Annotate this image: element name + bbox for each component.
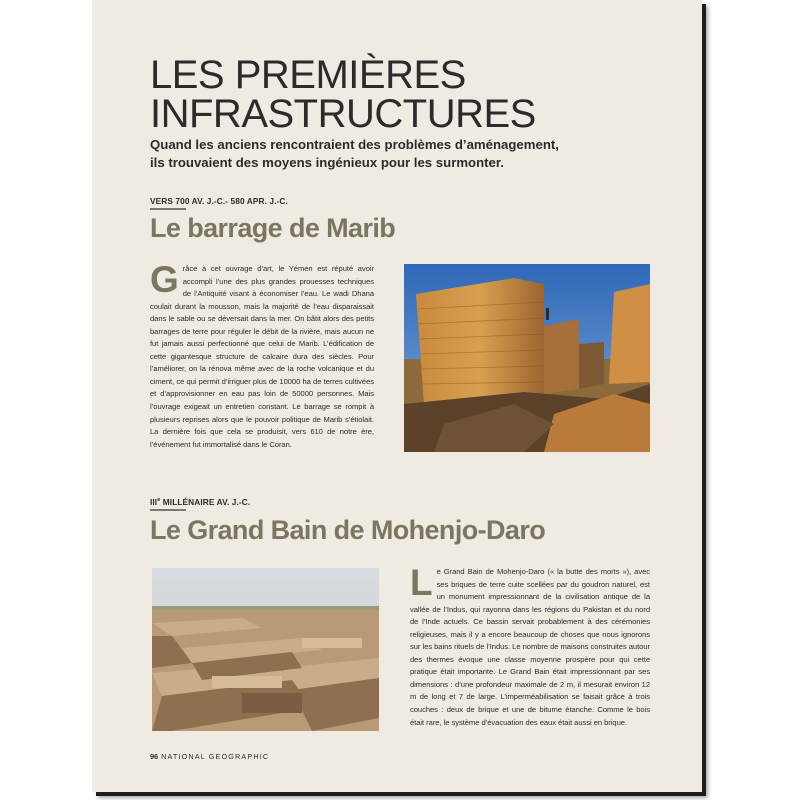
page-subtitle: Quand les anciens rencontraient des problèmes d’aménagement, ils trouvaient des moyens ingénieux pour les surmonter.: [150, 137, 559, 170]
page-title-line-1: LES PREMIÈRES: [150, 53, 466, 97]
section-2-dropcap: L: [410, 562, 433, 603]
section-1-era: VERS 700 AV. J.-C.- 580 APR. J.-C.: [150, 196, 288, 206]
marib-dam-photo: [404, 264, 650, 452]
section-2-era-rule: [150, 509, 186, 511]
section-1-dropcap: G: [150, 259, 179, 300]
section-2-era-sup: e: [157, 497, 161, 504]
page-title-line-2: INFRASTRUCTURES: [150, 92, 536, 136]
page-footer: [150, 752, 269, 761]
section-2-era: [150, 497, 250, 507]
magazine-name: NATIONAL GEOGRAPHIC: [161, 752, 270, 761]
page-number: 96: [150, 752, 159, 761]
section-1-era-rule: [150, 208, 186, 210]
section-2-body: [410, 562, 650, 729]
section-1-body-text: râce à cet ouvrage d’art, le Yémen est réputé avoir accompli l’une des plus grandes prouesses techniques de l’Antiquité visant à économiser l’eau. Le wadi Dhana coulait durant la mousson, mais la majorité de l’eau disparaissait dans le sable ou se déversait dans la mer. On bâtit alors des petits barrages de terre pour réguler le débit de la rivière, mais aucun ne fut jamais aussi perfectionné que celui de Marib. L’édification de cette gigantesque structure de calcaire dura des siècles. Pour l’améliorer, on la rénova même avec de la roche volcanique et du ciment, ce qui permit d’irriguer plus de 10000 ha de terres cultivées et d’approvisionner en eau pas loin de 50000 personnes. Mais l’ouvrage exigeait un entretien constant. Le barrage se rompit à plusieurs reprises alors que le pouvoir politique de Marib s’étiolait. La dernière fois que cela se produisit, vers 610 de notre ère, l’événement fut immortalisé dans le Coran.: [150, 264, 374, 449]
section-1-body: [150, 259, 374, 451]
mohenjo-daro-photo: [152, 568, 379, 731]
section-2-body-text: e Grand Bain de Mohenjo-Daro (« la butte des morts »), avec ses briques de terre cuite scellées par du goudron naturel, est un monument impressionnant de la civilisation antique de la vallée de l’Indus, qui rayonna dans les régions du Pakistan et du nord de l’Inde actuels. Ce bassin servait probablement à des cérémonies religieuses, mais il y a encore beaucoup de choses que nous ignorons sur les bains rituels de l’Indus. Le nombre de maisons construites autour des thermes évoque une classe moyenne prospère pour qui cette pratique était importante. Le Grand Bain était impressionnant par ses dimensions : d’une profondeur maximale de 2 m, il mesurait environ 12 m de long et 7 de large. L’imperméabilisation se faisait grâce à trois couches : deux de brique et une de bitume étanche. Comme le bois était rare, le système d’évacuation des eaux était aussi en brique.: [410, 567, 650, 727]
section-1-title: Le barrage de Marib: [150, 213, 396, 243]
section-2-title: Le Grand Bain de Mohenjo-Daro: [150, 515, 546, 545]
page-title: [150, 53, 650, 136]
section-2-era-number: III: [150, 497, 158, 507]
section-2-era-rest: MILLÉNAIRE AV. J.-C.: [160, 497, 251, 507]
